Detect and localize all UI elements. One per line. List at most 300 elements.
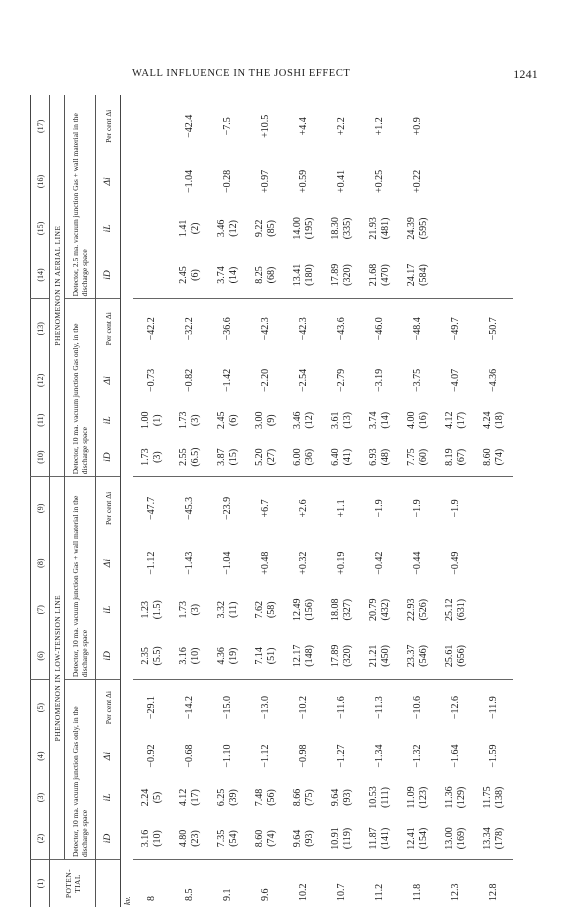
cell-value-squared: (3)	[152, 451, 163, 463]
cell-value: 11.09	[406, 786, 417, 809]
table-cell	[285, 95, 323, 158]
cell-value: −29.1	[146, 696, 157, 720]
table-cell	[475, 205, 513, 251]
cell-value: 24.17	[406, 263, 417, 287]
cell-value: 9.64	[292, 829, 303, 848]
cell-value: 9.22	[254, 219, 265, 238]
cell-value: 1.00	[140, 411, 151, 430]
table-cell	[171, 358, 209, 403]
cell-value: 11.87	[368, 827, 379, 850]
table-row	[399, 95, 437, 907]
cell-value-squared: (14)	[228, 266, 239, 284]
cell-value-squared: (68)	[266, 266, 277, 284]
cell-value-squared: (156)	[304, 598, 315, 621]
cell-value: −0.82	[184, 368, 195, 392]
cell-value: −11.3	[374, 696, 385, 719]
unit-row	[121, 95, 134, 907]
table-cell	[133, 540, 171, 587]
table-cell	[171, 587, 209, 633]
table-cell	[133, 205, 171, 251]
potential-cell: 8.5	[171, 860, 209, 907]
cell-value-squared: (56)	[266, 789, 277, 806]
cell-value: +1.1	[336, 499, 347, 518]
table-cell	[247, 158, 285, 206]
cell-value: −14.2	[184, 696, 195, 720]
column-number-row	[31, 95, 50, 907]
cell-value: 3.46	[216, 219, 227, 238]
cell-value: −36.6	[222, 317, 233, 341]
table-cell	[209, 252, 247, 299]
table-row	[475, 95, 513, 907]
cell-value: 6.93	[368, 448, 379, 466]
subgroup-4: Detector, 2.5 ma. vacuum junction Gas + wall material in the discharge space	[65, 95, 96, 299]
table-cell	[475, 158, 513, 206]
cell-value: 13.00	[444, 827, 455, 850]
table-cell	[399, 252, 437, 299]
table-cell	[475, 735, 513, 777]
column-number: (11)	[31, 403, 50, 438]
cell-value: −1.9	[412, 499, 423, 518]
table-cell	[437, 680, 475, 736]
cell-value: +10.5	[260, 114, 271, 138]
potential-cell: 11.2	[361, 860, 399, 907]
table-cell	[323, 358, 361, 403]
table-cell	[323, 299, 361, 358]
table-cell	[209, 818, 247, 860]
table-cell	[475, 818, 513, 860]
cell-value-squared: (12)	[304, 411, 315, 429]
cell-value: +6.7	[260, 499, 271, 518]
cell-value-squared: (17)	[456, 411, 467, 429]
table-cell	[475, 633, 513, 680]
cell-value-squared: (154)	[418, 827, 429, 850]
table-cell	[285, 358, 323, 403]
table-cell	[209, 158, 247, 206]
table-row	[437, 95, 475, 907]
cell-value: 8.25	[254, 266, 265, 284]
table-cell	[437, 403, 475, 438]
table-row	[171, 95, 209, 907]
table-cell	[361, 95, 399, 158]
cell-value: 8.19	[444, 448, 455, 466]
symbol-header: iD	[96, 438, 121, 477]
cell-value-squared: (327)	[342, 598, 353, 621]
table-cell	[323, 818, 361, 860]
symbol-header: iL	[96, 587, 121, 633]
cell-value-squared: (58)	[266, 601, 277, 619]
cell-value: 20.79	[368, 598, 379, 621]
symbol-header: Δi	[96, 540, 121, 587]
cell-value: −10.2	[298, 696, 309, 720]
table-cell	[361, 680, 399, 736]
table-cell	[171, 158, 209, 206]
cell-value-squared: (13)	[342, 411, 353, 429]
cell-value: −0.98	[298, 744, 309, 768]
cell-value-squared: (93)	[342, 789, 353, 806]
table-cell	[247, 299, 285, 358]
symbol-header: iD	[96, 633, 121, 680]
table-cell	[133, 403, 171, 438]
table-cell	[133, 735, 171, 777]
table-cell	[285, 252, 323, 299]
cell-value-squared: (1.5)	[152, 600, 163, 620]
table-cell	[133, 252, 171, 299]
table-cell	[361, 818, 399, 860]
cell-value-squared: (10)	[152, 830, 163, 847]
cell-value: −1.64	[450, 744, 461, 768]
cell-value: 12.49	[292, 598, 303, 621]
table-cell	[437, 633, 475, 680]
cell-value: +0.32	[298, 551, 309, 575]
table-cell	[437, 252, 475, 299]
symbol-header-row	[96, 95, 121, 907]
cell-value: −1.04	[222, 551, 233, 575]
cell-value-squared: (5)	[152, 791, 163, 804]
cell-value: 3.32	[216, 600, 227, 619]
cell-value: 4.00	[406, 411, 417, 430]
table-cell	[323, 735, 361, 777]
symbol-header: iL	[96, 777, 121, 818]
column-number: (10)	[31, 438, 50, 477]
cell-value-squared: (6)	[190, 269, 201, 281]
cell-value: 18.08	[330, 598, 341, 621]
cell-value-squared: (18)	[494, 411, 505, 429]
cell-value-squared: (111)	[380, 786, 391, 808]
cell-value-squared: (123)	[418, 786, 429, 809]
cell-value-squared: (470)	[380, 264, 391, 286]
table-cell	[399, 299, 437, 358]
table-cell	[399, 735, 437, 777]
cell-value: +4.4	[298, 117, 309, 136]
cell-value: −13.0	[260, 696, 271, 720]
cell-value: −4.07	[450, 368, 461, 392]
group-aerial: PHENOMENON IN AERIAL LINE	[50, 95, 65, 477]
table-cell	[475, 299, 513, 358]
table-cell	[285, 299, 323, 358]
table-cell	[361, 158, 399, 206]
cell-value-squared: (320)	[342, 264, 353, 286]
symbol-header: Δi	[96, 358, 121, 403]
table-cell	[323, 403, 361, 438]
table-cell	[209, 777, 247, 818]
cell-value: 11.75	[482, 786, 493, 809]
cell-value-squared: (148)	[304, 645, 315, 667]
cell-value: 4.80	[178, 829, 189, 848]
symbol-header: Δi	[96, 735, 121, 777]
potential-cell: 12.3	[437, 860, 475, 907]
table-cell	[323, 205, 361, 251]
cell-value: 1.73	[178, 411, 189, 430]
cell-value-squared: (9)	[266, 414, 277, 427]
cell-value: +2.6	[298, 499, 309, 518]
cell-value: 23.37	[406, 644, 417, 668]
table-cell	[171, 403, 209, 438]
symbol-header: iD	[96, 252, 121, 299]
cell-value: +0.9	[412, 117, 423, 136]
table-cell	[247, 777, 285, 818]
symbol-header: iD	[96, 818, 121, 860]
table-cell	[209, 403, 247, 438]
cell-value: −50.7	[488, 317, 499, 341]
cell-value-squared: (335)	[342, 217, 353, 240]
cell-value-squared: (51)	[266, 647, 277, 665]
cell-value-squared: (17)	[190, 789, 201, 806]
table-cell	[209, 299, 247, 358]
table-cell	[285, 777, 323, 818]
cell-value: −1.42	[222, 368, 233, 392]
table-cell	[361, 735, 399, 777]
potential-cell: 9.1	[209, 860, 247, 907]
table-cell	[133, 587, 171, 633]
cell-value: 4.36	[216, 647, 227, 665]
table-cell	[437, 438, 475, 477]
table-cell	[399, 633, 437, 680]
cell-value-squared: (141)	[380, 827, 391, 850]
cell-value: 3.16	[178, 647, 189, 665]
table-cell	[209, 477, 247, 540]
cell-value: 7.48	[254, 788, 265, 807]
cell-value-squared: (41)	[342, 448, 353, 466]
cell-value: 7.35	[216, 829, 227, 848]
cell-value: 3.87	[216, 448, 227, 466]
table-cell	[323, 95, 361, 158]
cell-value-squared: (2)	[190, 222, 201, 235]
column-number: (1)	[31, 860, 50, 907]
table-cell	[133, 477, 171, 540]
cell-value: −10.6	[412, 696, 423, 720]
subgroup-3: Detector, 10 ma. vacuum junction Gas only, in the discharge space	[65, 299, 96, 477]
table-cell	[361, 633, 399, 680]
table-cell	[475, 95, 513, 158]
cell-value: +0.19	[336, 551, 347, 575]
cell-value-squared: (19)	[228, 647, 239, 665]
cell-value-squared: (67)	[456, 448, 467, 466]
symbol-header: Per cent Δi	[96, 477, 121, 540]
table-cell	[133, 95, 171, 158]
cell-value: 9.64	[330, 788, 341, 807]
group-header-row	[50, 95, 65, 907]
table-cell	[171, 777, 209, 818]
cell-value-squared: (75)	[304, 789, 315, 806]
table-cell	[361, 205, 399, 251]
cell-value: −1.10	[222, 744, 233, 768]
cell-value: 4.24	[482, 411, 493, 430]
cell-value: 3.74	[216, 266, 227, 284]
cell-value: 8.60	[482, 448, 493, 466]
cell-value: 22.93	[406, 598, 417, 621]
cell-value-squared: (129)	[456, 786, 467, 809]
cell-value: 2.24	[140, 788, 151, 807]
table-cell	[247, 587, 285, 633]
cell-value: −32.2	[184, 317, 195, 341]
cell-value: −48.4	[412, 317, 423, 341]
table-cell	[361, 777, 399, 818]
table-cell	[285, 587, 323, 633]
cell-value: 17.89	[330, 644, 341, 668]
cell-value: −1.9	[450, 499, 461, 518]
cell-value: −1.32	[412, 744, 423, 768]
cell-value-squared: (15)	[228, 448, 239, 466]
cell-value-squared: (74)	[494, 448, 505, 466]
table-cell	[171, 477, 209, 540]
table-cell	[323, 477, 361, 540]
table-cell	[285, 633, 323, 680]
table-cell	[361, 540, 399, 587]
table-cell	[285, 438, 323, 477]
table-cell	[133, 680, 171, 736]
cell-value: 12.41	[406, 827, 417, 850]
table-cell	[209, 735, 247, 777]
table-cell	[285, 735, 323, 777]
cell-value-squared: (178)	[494, 827, 505, 850]
cell-value-squared: (48)	[380, 448, 391, 466]
cell-value-squared: (656)	[456, 645, 467, 667]
table-cell	[323, 540, 361, 587]
cell-value: 18.30	[330, 217, 341, 240]
table-cell	[133, 299, 171, 358]
table-cell	[437, 477, 475, 540]
table-cell	[399, 95, 437, 158]
table-cell	[475, 777, 513, 818]
cell-value: −0.28	[222, 169, 233, 194]
table-cell	[437, 358, 475, 403]
cell-value: −1.59	[488, 744, 499, 768]
column-number: (13)	[31, 299, 50, 358]
table-cell	[399, 205, 437, 251]
column-number: (6)	[31, 633, 50, 680]
table-cell	[437, 158, 475, 206]
table-cell	[323, 438, 361, 477]
table-cell	[133, 818, 171, 860]
table-cell	[361, 477, 399, 540]
cell-value-squared: (1)	[152, 414, 163, 427]
cell-value-squared: (85)	[266, 220, 277, 237]
cell-value: 8.66	[292, 788, 303, 807]
cell-value-squared: (432)	[380, 598, 391, 621]
table-cell	[209, 95, 247, 158]
column-number: (9)	[31, 477, 50, 540]
subgroup-2: Detector, 10 ma. vacuum junction Gas + wall material in the discharge space	[65, 477, 96, 680]
potential-unit: kv.	[122, 896, 132, 905]
cell-value-squared: (138)	[494, 786, 505, 809]
symbol-header: Δi	[96, 158, 121, 206]
cell-value: 12.17	[292, 644, 303, 668]
symbol-header: iL	[96, 403, 121, 438]
cell-value-squared: (631)	[456, 598, 467, 621]
table-cell	[399, 818, 437, 860]
table-cell	[247, 477, 285, 540]
table-cell	[475, 540, 513, 587]
cell-value: −3.19	[374, 368, 385, 392]
cell-value-squared: (12)	[228, 220, 239, 237]
column-number: (14)	[31, 252, 50, 299]
cell-value: +0.59	[298, 169, 309, 194]
cell-value-squared: (169)	[456, 827, 467, 850]
table-cell	[475, 252, 513, 299]
cell-value-squared: (450)	[380, 645, 391, 667]
cell-value-squared: (595)	[418, 217, 429, 240]
table-cell	[247, 680, 285, 736]
table-cell	[475, 358, 513, 403]
cell-value: 7.62	[254, 600, 265, 619]
table-cell	[133, 633, 171, 680]
cell-value: 6.40	[330, 448, 341, 466]
cell-value: 7.14	[254, 647, 265, 665]
cell-value: 2.45	[216, 411, 227, 430]
table-cell	[361, 438, 399, 477]
rotated-table	[30, 95, 536, 907]
table-cell	[437, 735, 475, 777]
cell-value: 14.00	[292, 217, 303, 240]
table-cell	[247, 358, 285, 403]
cell-value: −46.0	[374, 317, 385, 341]
data-table	[30, 95, 513, 907]
table-row	[209, 95, 247, 907]
cell-value-squared: (36)	[304, 448, 315, 466]
subgroup-1: Detector, 10 ma. vacuum junction Gas only, in the discharge space	[65, 680, 96, 860]
cell-value-squared: (16)	[418, 411, 429, 429]
cell-value: −42.3	[298, 317, 309, 341]
cell-value: −15.0	[222, 696, 233, 720]
cell-value-squared: (119)	[342, 827, 353, 850]
table-cell	[399, 158, 437, 206]
table-cell	[209, 438, 247, 477]
cell-value: −42.3	[260, 317, 271, 341]
table-cell	[247, 540, 285, 587]
potential-header: POTEN-TIAL	[50, 860, 96, 907]
cell-value: −23.9	[222, 496, 233, 520]
table-cell	[285, 540, 323, 587]
running-head-title: WALL INFLUENCE IN THE JOSHI EFFECT	[132, 68, 351, 79]
cell-value: 21.93	[368, 217, 379, 240]
table-cell	[475, 403, 513, 438]
cell-value: 1.41	[178, 219, 189, 238]
cell-value-squared: (3)	[190, 414, 201, 427]
potential-cell: 10.2	[285, 860, 323, 907]
table-cell	[209, 587, 247, 633]
cell-value: −1.34	[374, 744, 385, 768]
table-cell	[437, 95, 475, 158]
cell-value: 13.34	[482, 827, 493, 850]
cell-value-squared: (39)	[228, 789, 239, 806]
column-number: (3)	[31, 777, 50, 818]
cell-value: +1.2	[374, 117, 385, 136]
cell-value-squared: (23)	[190, 830, 201, 847]
column-number: (16)	[31, 158, 50, 206]
table-cell	[361, 252, 399, 299]
table-cell	[209, 358, 247, 403]
cell-value: +0.97	[260, 169, 271, 194]
table-cell	[285, 205, 323, 251]
cell-value: 10.91	[330, 827, 341, 850]
cell-value-squared: (195)	[304, 217, 315, 240]
cell-value: −11.6	[336, 696, 347, 719]
table-cell	[133, 777, 171, 818]
table-cell	[323, 252, 361, 299]
column-number: (5)	[31, 680, 50, 736]
table-cell	[133, 438, 171, 477]
table-cell	[171, 818, 209, 860]
table-row	[361, 95, 399, 907]
cell-value: 21.68	[368, 263, 379, 287]
potential-cell: 8	[133, 860, 171, 907]
cell-value-squared: (10)	[190, 647, 201, 665]
cell-value: 1.23	[140, 600, 151, 619]
column-number: (12)	[31, 358, 50, 403]
table-row	[133, 95, 171, 907]
table-cell	[209, 540, 247, 587]
table-cell	[437, 777, 475, 818]
